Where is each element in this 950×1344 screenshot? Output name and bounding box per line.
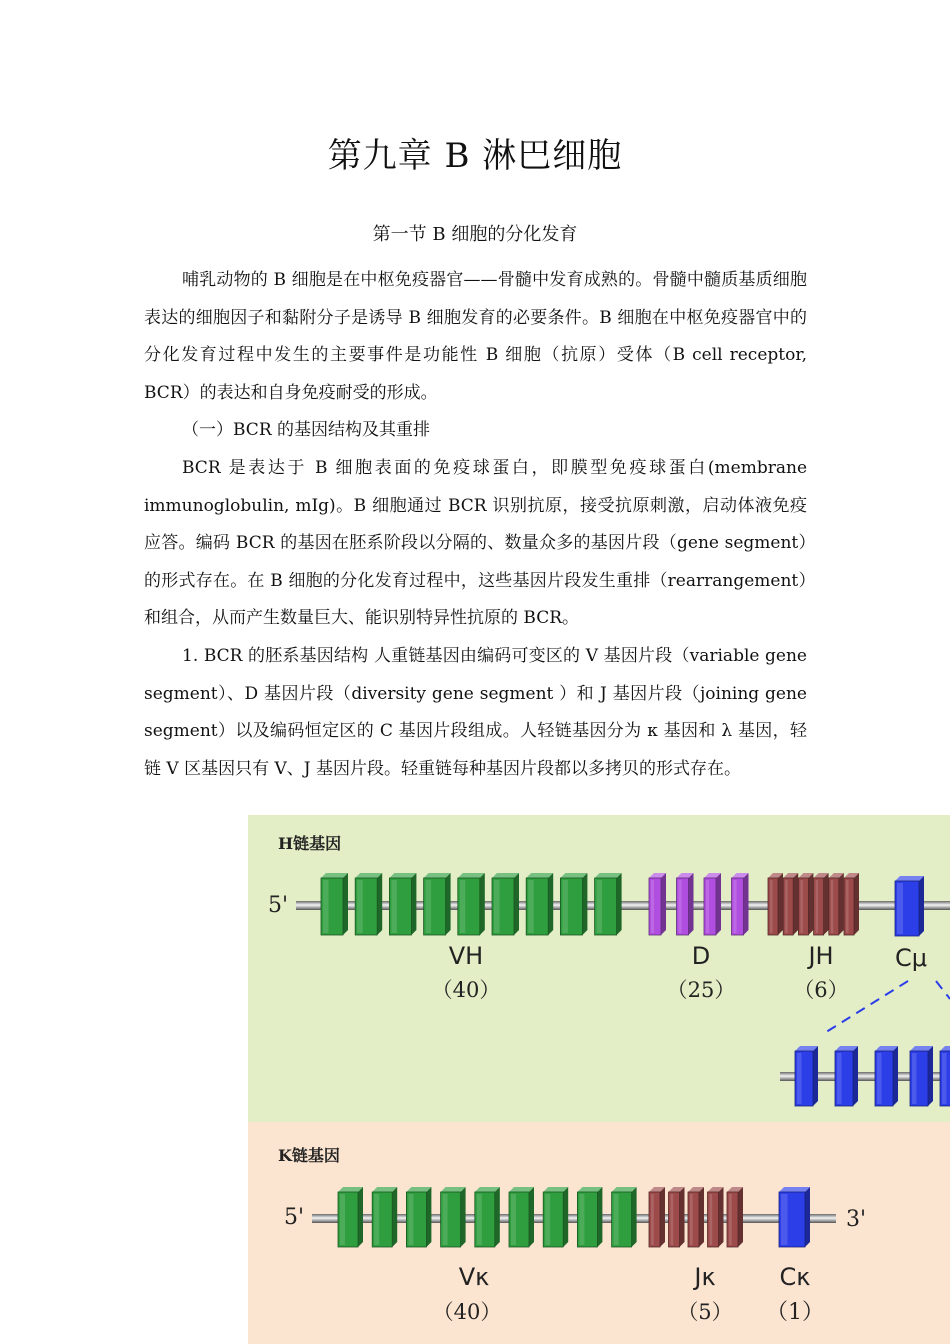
h-cmu-name: Cμ <box>894 944 928 972</box>
h-five-prime-label: 5' <box>268 893 289 918</box>
k-ck-count: （1） <box>766 1300 824 1325</box>
vh-segment-block <box>526 873 553 935</box>
gene-structure-figure <box>248 815 950 1344</box>
paragraph-germline: 1. BCR 的胚系基因结构 人重链基因由编码可变区的 V 基因片段（variable gene segment）、D 基因片段（diversity gene segment ）和 J 基因片段（joining gene segment）以及编码恒定区的 C 基因片段组成。人轻链基因分为 κ 基因和 λ 基因，轻链 V 区基因只有 V、J 基因片段。轻重链每种基因片段都以多拷贝的形式存在。 <box>144 645 807 779</box>
section-title: 第一节 B 细胞的分化发育 <box>372 224 578 245</box>
h-jh-segments <box>768 873 859 935</box>
vh-segment-block <box>424 873 451 935</box>
h-jh-name: JH <box>808 942 834 970</box>
jk-segment-block <box>708 1187 724 1247</box>
paragraph-bcr: BCR 是表达于 B 细胞表面的免疫球蛋白，即膜型免疫球蛋白(membrane immunoglobulin, mIg)。B 细胞通过 BCR 识别抗原，接受抗原刺激，启动体液免疫应答。编码 BCR 的基因在胚系阶段以分隔的、数量众多的基因片段（gene segment）的形式存在。在 B 细胞的分化发育过程中，这些基因片段发生重排（rearrangement）和组合，从而产生数量巨大、能识别特异性抗原的 BCR。 <box>144 457 807 629</box>
h-jh-count: （6） <box>793 978 849 1002</box>
jk-segment-block <box>649 1187 665 1247</box>
c-exon <box>940 1046 950 1106</box>
jh-segment-block <box>783 873 798 935</box>
h-vh-name: VH <box>448 942 484 970</box>
c-exon <box>910 1046 933 1106</box>
d-segment-block <box>704 873 721 935</box>
chapter-title: 第九章 B 淋巴细胞 <box>327 136 623 176</box>
vk-segment-block <box>372 1187 397 1247</box>
vk-segment-block <box>509 1187 534 1247</box>
jh-segment-block <box>814 873 829 935</box>
d-segment-block <box>732 873 749 935</box>
h-d-name: D <box>691 942 711 970</box>
vh-segment-block <box>560 873 587 935</box>
d-segment-block <box>649 873 666 935</box>
k-c-segment <box>779 1187 810 1247</box>
k-ck-name: Cκ <box>779 1263 811 1291</box>
h-chain-label: H链基因 <box>278 834 342 853</box>
vh-segment-block <box>389 873 416 935</box>
c-kappa-segment-block <box>779 1187 810 1247</box>
vh-segment-block <box>321 873 348 935</box>
k-jk-segments <box>649 1187 743 1247</box>
jk-segment-block <box>688 1187 704 1247</box>
k-vk-name: Vκ <box>458 1263 490 1291</box>
h-c-segment <box>895 876 924 936</box>
c-exon <box>795 1046 818 1106</box>
vk-segment-block <box>406 1187 431 1247</box>
jk-segment-block <box>727 1187 743 1247</box>
vh-segment-block <box>492 873 519 935</box>
vh-segment-block <box>355 873 382 935</box>
jh-segment-block <box>844 873 859 935</box>
k-jk-name: Jκ <box>694 1263 716 1291</box>
jk-segment-block <box>669 1187 685 1247</box>
paragraph-heading-bcr: （一）BCR 的基因结构及其重排 <box>182 420 431 441</box>
h-vh-segments <box>321 873 622 935</box>
body-text <box>144 262 807 788</box>
h-d-count: （25） <box>666 978 736 1002</box>
vk-segment-block <box>577 1187 602 1247</box>
paragraph-intro: 哺乳动物的 B 细胞是在中枢免疫器官——骨髓中发育成熟的。骨髓中髓质基质细胞表达的细胞因子和黏附分子是诱导 B 细胞发育的必要条件。B 细胞在中枢免疫器官中的分化发育过程中发生的主要事件是功能性 B 细胞（抗原）受体（B cell receptor, BCR）的表达和自身免疫耐受的形成。 <box>144 270 807 403</box>
vk-segment-block <box>543 1187 568 1247</box>
gene-diagram <box>248 815 950 1344</box>
vk-segment-block <box>612 1187 637 1247</box>
k-vk-count: （40） <box>432 1300 502 1324</box>
vk-segment-block <box>475 1187 500 1247</box>
k-jk-count: （5） <box>677 1300 733 1324</box>
vh-segment-block <box>458 873 485 935</box>
c-exon <box>875 1046 898 1106</box>
k-vk-segments <box>338 1187 637 1247</box>
c-exon <box>835 1046 858 1106</box>
k-three-prime-label: 3' <box>846 1207 867 1232</box>
k-chain-label: K链基因 <box>278 1146 340 1165</box>
h-vh-count: （40） <box>431 978 501 1002</box>
jh-segment-block <box>768 873 783 935</box>
jh-segment-block <box>798 873 813 935</box>
jh-segment-block <box>829 873 844 935</box>
vk-segment-block <box>338 1187 363 1247</box>
vh-segment-block <box>595 873 622 935</box>
d-segment-block <box>677 873 694 935</box>
c-mu-segment-block <box>895 876 924 936</box>
vk-segment-block <box>441 1187 466 1247</box>
k-five-prime-label: 5' <box>284 1205 305 1230</box>
